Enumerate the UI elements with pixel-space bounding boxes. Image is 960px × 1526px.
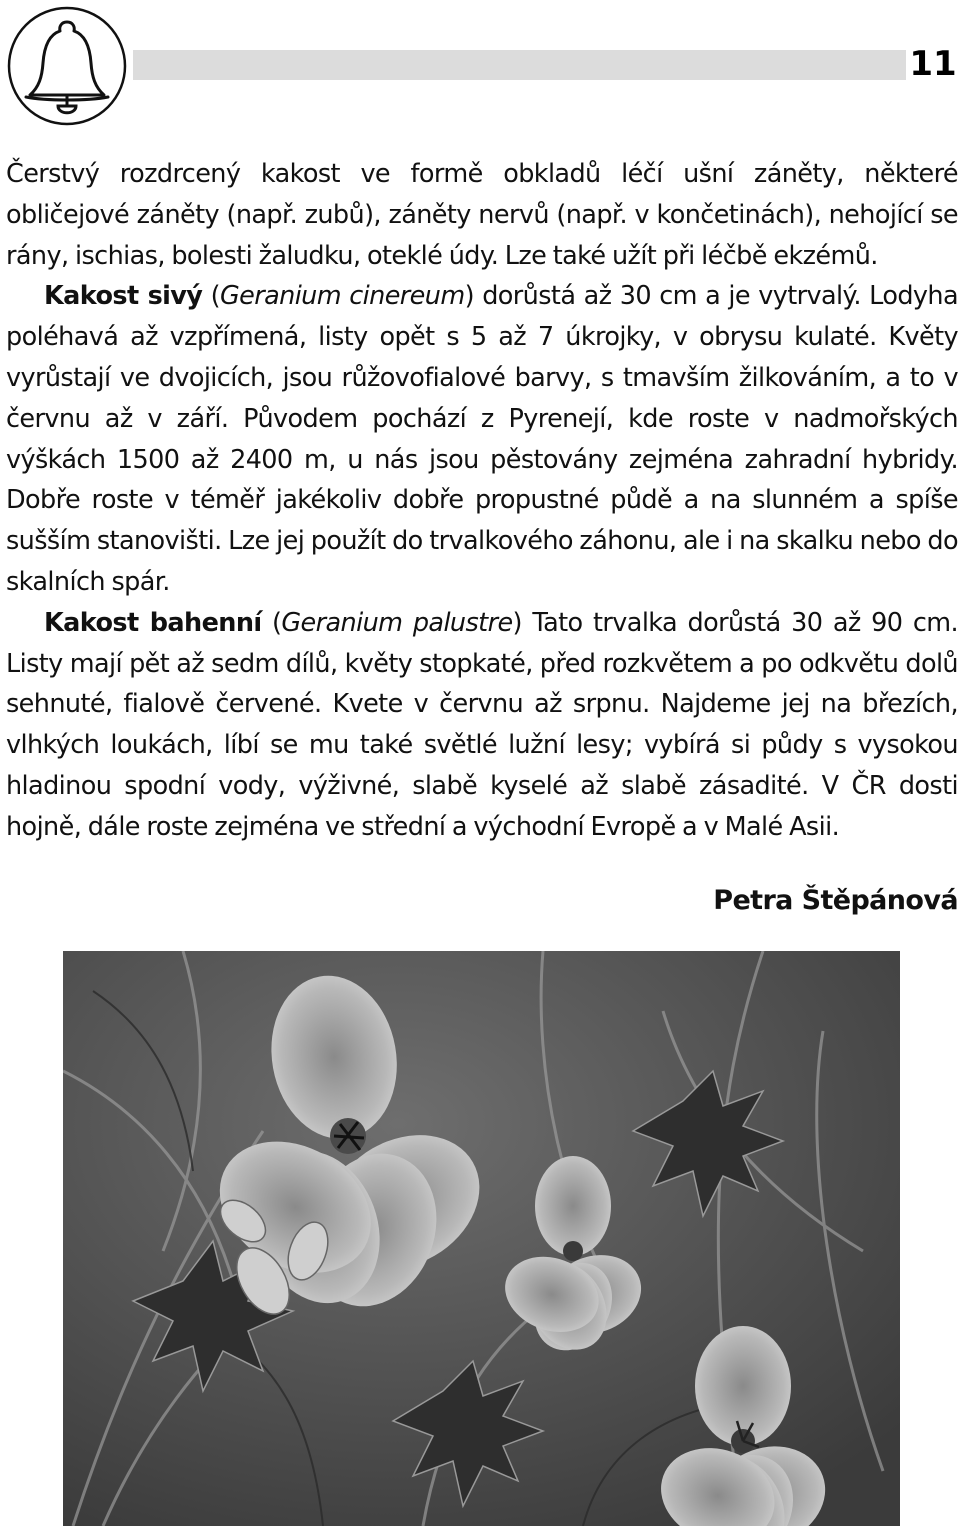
paragraph-text: dorůstá až 30 cm a je vytrvalý. Lodyha poléhavá až vzpřímená, listy opět s 5 až 7 úkrojky, v obrysu kulaté. Květy vyrůstají ve dvojicích, jsou růžovofialové barvy, s tmavším žilkováním, a to v červnu až v září. Původem pochází z Pyrenejí, kde roste v nadmořských výškách 1500 až 2400 m, u nás jsou pěstovány zejména zahradní hybridy. Dobře roste v téměř jakékoliv dobře propustné půdě a na slunném a spíše sušším stanovišti. Lze jej použít do trvalkového záhonu, ale i na skalku nebo do skalních spár. <box>6 281 958 597</box>
plant-name: Kakost bahenní <box>44 607 262 638</box>
latin-name: Geranium cinereum <box>219 281 465 312</box>
latin-name: Geranium palustre <box>281 607 513 638</box>
paragraph-text: Tato trvalka dorůstá 30 až 90 cm. Listy mají pět až sedm dílů, květy stopkaté, před rozkvětem a po odkvětu dolů sehnuté, fialově červené. Kvete v červnu až srpnu. Najdeme jej na březích, vlhkých loukách, líbí se mu také světlé lužní lesy; vybírá si půdy s vysokou hladinou spodní vody, výživné, slabě kyselé až slabě zásadité. V ČR dosti hojně, dále roste zejména ve střední a východní Evropě a v Malé Asii. <box>6 607 958 842</box>
geranium-photo <box>63 951 900 1526</box>
article-body <box>6 154 958 848</box>
bell-logo <box>6 5 128 127</box>
page-number: 11 <box>909 44 957 84</box>
header-bar <box>133 50 906 80</box>
bell-icon <box>6 5 128 127</box>
paragraph-kakost-sivy: Kakost sivý (Geranium cinereum) dorůstá až 30 cm a je vytrvalý. Lodyha poléhavá až vzpřímená, listy opět s 5 až 7 úkrojky, v obrysu kulaté. Květy vyrůstají ve dvojicích, jsou růžovofialové barvy, s tmavším žilkováním, a to v červnu až v září. Původem pochází z Pyrenejí, kde roste v nadmořských výškách 1500 až 2400 m, u nás jsou pěstovány zejména zahradní hybridy. Dobře roste v téměř jakékoliv dobře propustné půdě a na slunném a spíše sušším stanovišti. Lze jej použít do trvalkového záhonu, ale i na skalku nebo do skalních spár. <box>6 281 958 597</box>
author-signature: Petra Štěpánová <box>713 885 958 916</box>
paragraph-kakost-bahenni: Kakost bahenní (Geranium palustre) Tato trvalka dorůstá 30 až 90 cm. Listy mají pět až sedm dílů, květy stopkaté, před rozkvětem a po odkvětu dolů sehnuté, fialově červené. Kvete v červnu až srpnu. Najdeme jej na březích, vlhkých loukách, líbí se mu také světlé lužní lesy; vybírá si půdy s vysokou hladinou spodní vody, výživné, slabě kyselé až slabě zásadité. V ČR dosti hojně, dále roste zejména ve střední a východní Evropě a v Malé Asii. <box>6 607 958 842</box>
plant-name: Kakost sivý <box>44 281 203 312</box>
paragraph-intro: Čerstvý rozdrcený kakost ve formě obkladů léčí ušní záněty, některé obličejové záněty (např. zubů), záněty nervů (např. v končetinách), nehojící se rány, ischias, bolesti žaludku, oteklé údy. Lze také užít při léčbě ekzémů. <box>6 159 958 271</box>
